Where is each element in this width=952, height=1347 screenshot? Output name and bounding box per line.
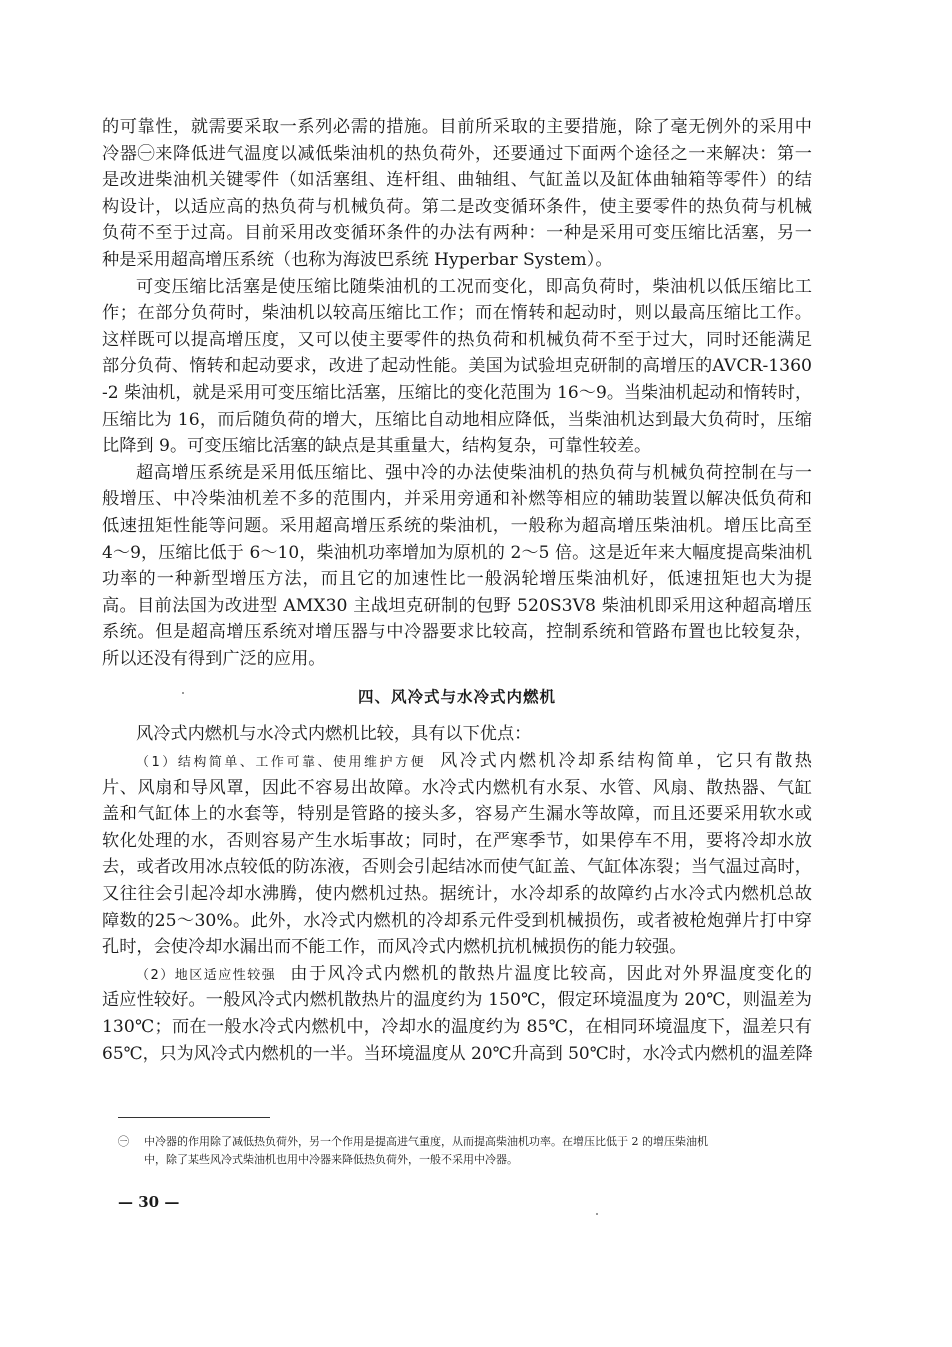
text-line: 比降到 9。可变压缩比活塞的缺点是其重量大，结构复杂，可靠性较差。 bbox=[102, 436, 652, 457]
section-heading: 四、风冷式与水冷式内燃机 bbox=[357, 688, 556, 707]
text-line: 部分负荷、惰转和起动要求，改进了起动性能。美国为试验坦克研制的高增压的AVCR-1360 bbox=[102, 356, 812, 377]
text-line: 的可靠性，就需要采取一系列必需的措施。目前所采取的主要措施，除了毫无例外的采用中 bbox=[102, 117, 812, 137]
text-line: -2 柴油机，就是采用可变压缩比活塞，压缩比的变化范围为 16～9。当柴油机起动和惰转时， bbox=[102, 382, 812, 403]
page-number: — 30 — bbox=[118, 1193, 180, 1211]
footnote-marker: ㊀ bbox=[118, 1135, 129, 1148]
text-line: 障数的25～30%。此外，水冷式内燃机的冷却系元件受到机械损伤，或者被枪炮弹片打中穿 bbox=[102, 910, 812, 931]
paragraph-reliability-measures bbox=[102, 114, 812, 274]
text-line: 压缩比为 16，而后随负荷的增大，压缩比自动地相应降低，当柴油机达到最大负荷时，压缩 bbox=[102, 409, 812, 430]
item-lead: （1）结构简单、工作可靠、使用维护方便 bbox=[136, 755, 427, 771]
text-line: 风冷式内燃机与水冷式内燃机比较，具有以下优点： bbox=[136, 724, 532, 745]
paragraph-advantage-simple-structure bbox=[102, 748, 812, 961]
paragraph-advantage-adaptability bbox=[102, 961, 812, 1067]
text-line: 孔时，会使冷却水漏出而不能工作，而风冷式内燃机抗机械损伤的能力较强。 bbox=[102, 937, 687, 958]
text-line: 4～9，压缩比低于 6～10，柴油机功率增加为原机的 2～5 倍。这是近年来大幅度提高柴油机 bbox=[102, 542, 812, 563]
text-line: 可变压缩比活塞是使压缩比随柴油机的工况而变化，即高负荷时，柴油机以低压缩比工 bbox=[136, 276, 812, 297]
scan-speck bbox=[182, 692, 184, 694]
text-line: 是改进柴油机关键零件（如活塞组、连杆组、曲轴组、气缸盖以及缸体曲轴箱等零件）的结 bbox=[102, 170, 812, 191]
text-line: 所以还没有得到广泛的应用。 bbox=[102, 648, 326, 669]
text-line: 又往往会引起冷却水沸腾，使内燃机过热。据统计，水冷却系的故障约占水冷式内燃机总故 bbox=[102, 884, 812, 905]
text-line: 这样既可以提高增压度，又可以使主要零件的热负荷和机械负荷不至于过大，同时还能满足 bbox=[102, 329, 812, 350]
text-line: 高。目前法国为改进型 AMX30 主战坦克研制的包野 520S3V8 柴油机即采用这种超高增压 bbox=[102, 595, 812, 616]
footnote-rule bbox=[118, 1117, 270, 1118]
scan-speck bbox=[596, 1213, 598, 1215]
text-line: 超高增压系统是采用低压缩比、强中冷的办法使柴油机的热负荷与机械负荷控制在与一 bbox=[136, 462, 812, 483]
text-line: 软化处理的水，否则容易产生水垢事故；同时，在严寒季节，如果停车不用，要将冷却水放 bbox=[102, 830, 812, 851]
text-line: 65℃，只为风冷式内燃机的一半。当环境温度从 20℃升高到 50℃时，水冷式内燃机的温差降 bbox=[102, 1043, 813, 1064]
line-text: 由于风冷式内燃机的散热片温度比较高，因此对外界温度变化的 bbox=[290, 963, 812, 984]
footnote-text: 中，除了某些风冷式柴油机也用中冷器来降低热负荷外，一般不采用中冷器。 bbox=[144, 1153, 518, 1166]
text-line: 构设计，以适应高的热负荷与机械负荷。第二是改变循环条件，使主要零件的热负荷与机械 bbox=[102, 196, 812, 217]
text-line: 低速扭矩性能等问题。采用超高增压系统的柴油机，一般称为超高增压柴油机。增压比高至 bbox=[102, 515, 812, 536]
footnote-line bbox=[118, 1133, 818, 1151]
paragraph-comparison-intro bbox=[102, 721, 812, 748]
footnote-text: 中冷器的作用除了减低热负荷外，另一个作用是提高进气重度，从而提高柴油机功率。在增压比低于 2 的增压柴油机 bbox=[144, 1135, 708, 1148]
paragraph-hyperbar-system bbox=[102, 460, 812, 673]
text-line: 系统。但是超高增压系统对增压器与中冷器要求比较高，控制系统和管路布置也比较复杂， bbox=[102, 622, 812, 643]
text-line: 负荷不至于过高。目前采用改变循环条件的办法有两种：一种是采用可变压缩比活塞，另一 bbox=[102, 223, 812, 244]
text-line bbox=[102, 961, 812, 988]
text-line bbox=[102, 748, 812, 775]
paragraph-variable-compression bbox=[102, 274, 812, 460]
text-line: 130℃；而在一般水冷式内燃机中，冷却水的温度约为 85℃，在相同环境温度下，温差只有 bbox=[102, 1017, 812, 1037]
footnote-line bbox=[118, 1151, 818, 1169]
text-line: 般增压、中冷柴油机差不多的范围内，并采用旁通和补燃等相应的辅助装置以解决低负荷和 bbox=[102, 489, 812, 510]
text-line: 盖和气缸体上的水套等，特别是管路的接头多，容易产生漏水等故障，而且还要采用软水或 bbox=[102, 804, 812, 825]
item-lead: （2）地区适应性较强 bbox=[136, 967, 277, 983]
body-text bbox=[102, 114, 812, 1067]
text-line: 作；在部分负荷时，柴油机以较高压缩比工作；而在惰转和起动时，则以最高压缩比工作。 bbox=[102, 303, 812, 324]
text-line: 功率的一种新型增压方法，而且它的加速性比一般涡轮增压柴油机好，低速扭矩也大为提 bbox=[102, 569, 812, 590]
text-line: 冷器㊀来降低进气温度以减低柴油机的热负荷外，还要通过下面两个途径之一来解决：第一 bbox=[102, 143, 812, 164]
text-line: 适应性较好。一般风冷式内燃机散热片的温度约为 150℃，假定环境温度为 20℃，则温差为 bbox=[102, 990, 812, 1011]
text-line: 片、风扇和导风罩，因此不容易出故障。水冷式内燃机有水泵、水管、风扇、散热器、气缸 bbox=[102, 777, 812, 798]
text-line: 去，或者改用冰点较低的防冻液，否则会引起结冰而使气缸盖、气缸体冻裂；当气温过高时， bbox=[102, 857, 812, 878]
footnote bbox=[118, 1133, 818, 1169]
line-text: 风冷式内燃机冷却系结构简单，它只有散热 bbox=[440, 751, 812, 772]
text-line: 种是采用超高增压系统（也称为海波巴系统 Hyperbar System）。 bbox=[102, 249, 613, 270]
